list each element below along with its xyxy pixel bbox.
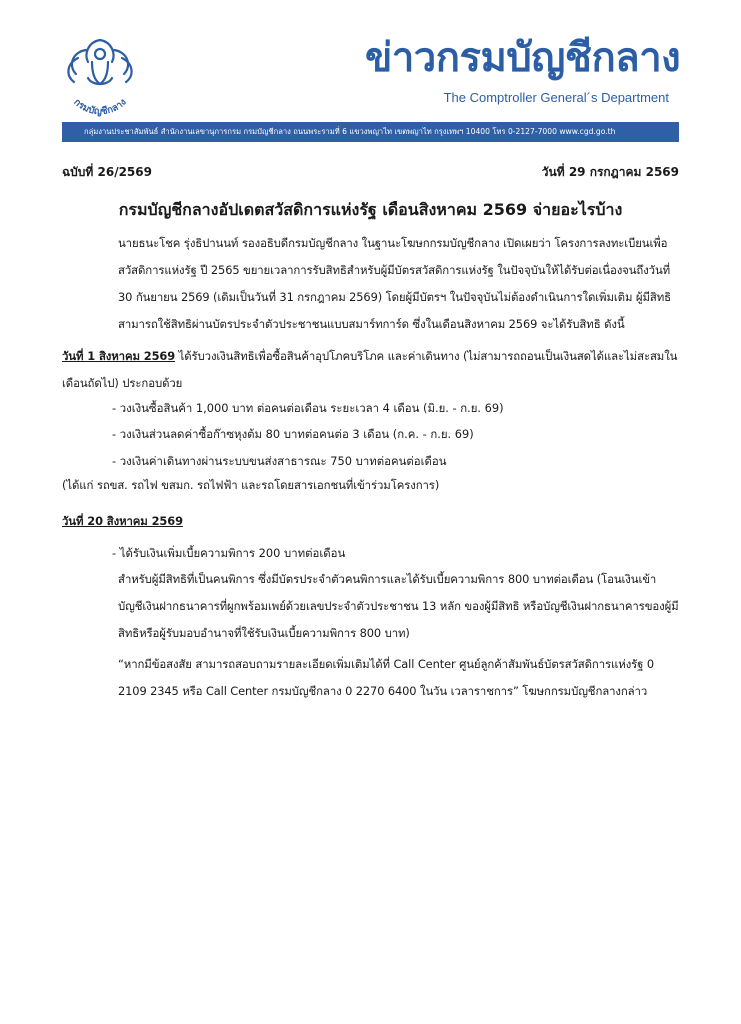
section-2-text: สำหรับผู้มีสิทธิที่เป็นคนพิการ ซึ่งมีบัตรประจำตัวคนพิการและได้รับเบี้ยความพิการ 800 บาทต่อเดือน (โอนเงินเข้าบัญชีเงินฝากธนาคารที่ผูกพร้อมเพย์ด้วยเลขประจำตัวประชาชน 13 หลัก ของผู้มีสิทธิ หรือบัญชีเงินฝากธนาคารของผู้มีสิทธิหรือผู้รับมอบอำนาจที่ใช้รับเงินเบี้ยความพิการ 800 บาท) bbox=[118, 572, 679, 640]
garuda-logo bbox=[58, 32, 142, 118]
logo-arc-text: กรมบัญชีกลาง bbox=[71, 96, 129, 118]
section-1-paragraph bbox=[62, 343, 679, 397]
headline: กรมบัญชีกลางอัปเดตสวัสดิการแห่งรัฐ เดือนสิงหาคม 2569 จ่ายอะไรบ้าง bbox=[118, 200, 623, 219]
intro-paragraph: นายธนะโชค รุ่งธิปานนท์ รองอธิบดีกรมบัญชีกลาง ในฐานะโฆษกกรมบัญชีกลาง เปิดเผยว่า โครงการลงทะเบียนเพื่อสวัสดิการแห่งรัฐ ปี 2565 ขยายเวลาการรับสิทธิสำหรับผู้มีบัตรสวัสดิการแห่งรัฐ ในปัจจุบันให้ได้รับต่อเนื่องจนถึงวันที่ 30 กันยายน 2569 (เดิมเป็นวันที่ 31 กรกฎาคม 2569) โดยผู้มีบัตรฯ ในปัจจุบันไม่ต้องดำเนินการใดเพิ่มเติม ผู้มีสิทธิสามารถใช้สิทธิผ่านบัตรประจำตัวประชาชนแบบสมาร์ทการ์ด ซึ่งในเดือนสิงหาคม 2569 จะได้รับสิทธิ ดังนี้ bbox=[118, 236, 671, 331]
section-1-item: - วงเงินค่าเดินทางผ่านระบบขนส่งสาธารณะ 750 บาทต่อคนต่อเดือน bbox=[112, 454, 447, 468]
section-1-note: (ได้แก่ รถขส. รถไฟ ขสมก. รถไฟฟ้า และรถโดยสารเอกชนที่เข้าร่วมโครงการ) bbox=[62, 478, 440, 492]
issue-date: วันที่ 29 กรกฎาคม 2569 bbox=[541, 165, 679, 179]
section-1-item: - วงเงินส่วนลดค่าซื้อก๊าซหุงต้ม 80 บาทต่อคนต่อ 3 เดือน (ก.ค. - ก.ย. 69) bbox=[112, 427, 474, 441]
section-2-date: วันที่ 20 สิงหาคม 2569 bbox=[62, 514, 183, 528]
section-1-text: ได้รับวงเงินสิทธิเพื่อซื้อสินค้าอุปโภคบริโภค และค่าเดินทาง (ไม่สามารถถอนเป็นเงินสดได้และไม่สะสมในเดือนถัดไป) ประกอบด้วย bbox=[62, 349, 678, 390]
section-1-date: วันที่ 1 สิงหาคม 2569 bbox=[62, 349, 176, 363]
section-2-item: - ได้รับเงินเพิ่มเบี้ยความพิการ 200 บาทต่อเดือน bbox=[112, 546, 346, 560]
brand-english-title: The Comptroller General´s Department bbox=[443, 90, 669, 105]
issue-number: ฉบับที่ 26/2569 bbox=[62, 165, 152, 179]
svg-text:กรมบัญชีกลาง bbox=[71, 97, 129, 118]
section-1-item: - วงเงินซื้อสินค้า 1,000 บาท ต่อคนต่อเดือน ระยะเวลา 4 เดือน (มิ.ย. - ก.ย. 69) bbox=[112, 401, 504, 415]
address-bar: กลุ่มงานประชาสัมพันธ์ สำนักงานเลขานุการกรม กรมบัญชีกลาง ถนนพระรามที่ 6 แขวงพญาไท เขตพญาไท กรุงเทพฯ 10400 โทร 0-2127-7000 www.cgd.go.th bbox=[62, 122, 679, 142]
section-2-paragraph bbox=[62, 508, 679, 535]
brand-thai-title: ข่าวกรมบัญชีกลาง bbox=[365, 35, 681, 81]
closing-paragraph: “หากมีข้อสงสัย สามารถสอบถามรายละเอียดเพิ่มเติมได้ที่ Call Center ศูนย์ลูกค้าสัมพันธ์บัตรสวัสดิการแห่งรัฐ 0 2109 2345 หรือ Call Center กรมบัญชีกลาง 0 2270 6400 ในวัน เวลาราชการ” โฆษกกรมบัญชีกลางกล่าว bbox=[118, 657, 655, 698]
brand-block bbox=[365, 30, 681, 110]
